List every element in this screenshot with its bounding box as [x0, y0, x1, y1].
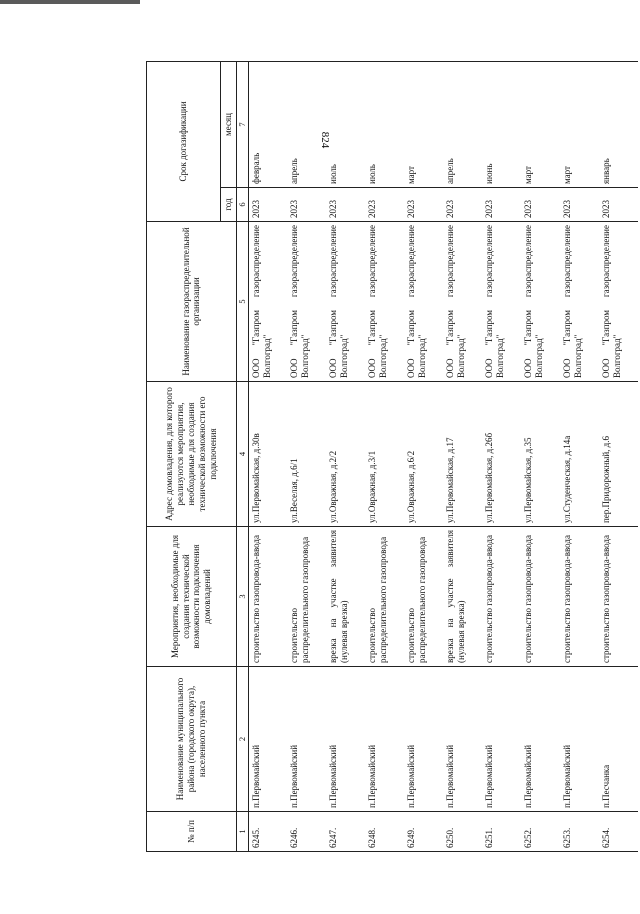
rotated-page — [146, 62, 624, 852]
row-address: ул.Веселая, д.6/1 — [287, 382, 326, 527]
row-district: п.Первомайский — [287, 667, 326, 812]
table-row — [248, 62, 287, 852]
column-number: 4 — [236, 382, 248, 527]
column-number-row — [236, 62, 248, 852]
row-district: п.Первомайский — [521, 667, 560, 812]
row-address: ул.Первомайская, д.17 — [443, 382, 482, 527]
row-address: ул.Овражная, д.2/2 — [326, 382, 365, 527]
row-year: 2023 — [521, 188, 560, 222]
row-address: ул.Овражная, д.6/2 — [404, 382, 443, 527]
row-organization: ООО "Газпром газораспределение Волгоград" — [521, 222, 560, 382]
table-row — [365, 62, 404, 852]
row-number: 6250. — [443, 812, 482, 852]
row-activity: врезка на участке заявителя (нулевая врезка) — [443, 527, 482, 667]
row-activity: строительство распределительного газопровода — [404, 527, 443, 667]
header-month: месяц — [221, 62, 237, 188]
row-district: п.Первомайский — [248, 667, 287, 812]
row-year: 2023 — [248, 188, 287, 222]
row-activity: врезка на участке заявителя (нулевая врезка) — [326, 527, 365, 667]
table-row — [443, 62, 482, 852]
row-organization: ООО "Газпром газораспределение Волгоград" — [248, 222, 287, 382]
row-year: 2023 — [365, 188, 404, 222]
table-row — [404, 62, 443, 852]
table-row — [287, 62, 326, 852]
row-organization: ООО "Газпром газораспределение Волгоград" — [482, 222, 521, 382]
row-month: март — [404, 62, 443, 188]
row-organization: ООО "Газпром газораспределение Волгоград" — [443, 222, 482, 382]
row-address: ул.Овражная, д.3/1 — [365, 382, 404, 527]
row-month: февраль — [248, 62, 287, 188]
row-activity: строительство распределительного газопровода — [287, 527, 326, 667]
row-number: 6248. — [365, 812, 404, 852]
row-organization: ООО "Газпром газораспределение Волгоград" — [326, 222, 365, 382]
row-month: январь — [599, 62, 638, 188]
header-year: год — [221, 188, 237, 222]
table-row — [560, 62, 599, 852]
row-month: март — [521, 62, 560, 188]
row-organization: ООО "Газпром газораспределение Волгоград" — [287, 222, 326, 382]
row-address: пер.Придорожный, д.6 — [599, 382, 638, 527]
row-year: 2023 — [599, 188, 638, 222]
row-district: п.Первомайский — [482, 667, 521, 812]
row-activity: строительство распределительного газопровода — [365, 527, 404, 667]
column-number: 6 — [236, 188, 248, 222]
row-organization: ООО "Газпром газораспределение Волгоград" — [560, 222, 599, 382]
column-number: 5 — [236, 222, 248, 382]
table-row — [326, 62, 365, 852]
row-month: апрель — [443, 62, 482, 188]
column-number: 7 — [236, 62, 248, 188]
row-year: 2023 — [287, 188, 326, 222]
row-number: 6247. — [326, 812, 365, 852]
row-address: ул.Студенческая, д.14а — [560, 382, 599, 527]
row-activity: строительство газопровода-ввода — [599, 527, 638, 667]
row-number: 6253. — [560, 812, 599, 852]
header-deadline: Срок догазификации — [147, 62, 221, 222]
row-year: 2023 — [560, 188, 599, 222]
row-district: п.Первомайский — [443, 667, 482, 812]
row-district: п.Первомайский — [404, 667, 443, 812]
table-row — [482, 62, 521, 852]
row-activity: строительство газопровода-ввода — [248, 527, 287, 667]
scan-edge-strip — [0, 0, 140, 4]
header-no: № п/п — [147, 812, 237, 852]
row-year: 2023 — [443, 188, 482, 222]
row-number: 6252. — [521, 812, 560, 852]
row-year: 2023 — [326, 188, 365, 222]
row-number: 6249. — [404, 812, 443, 852]
row-year: 2023 — [404, 188, 443, 222]
row-month: апрель — [287, 62, 326, 188]
gasification-table — [146, 61, 638, 852]
header-organization: Наименование газораспределительной организации — [147, 222, 237, 382]
row-number: 6251. — [482, 812, 521, 852]
row-district: п.Первомайский — [560, 667, 599, 812]
row-month: июль — [365, 62, 404, 188]
row-organization: ООО "Газпром газораспределение Волгоград" — [404, 222, 443, 382]
row-month: март — [560, 62, 599, 188]
row-activity: строительство газопровода-ввода — [521, 527, 560, 667]
row-month: июль — [326, 62, 365, 188]
header-district: Наименование муниципального района (городского округа), населенного пункта — [147, 667, 237, 812]
row-number: 6245. — [248, 812, 287, 852]
row-organization: ООО "Газпром газораспределение Волгоград" — [599, 222, 638, 382]
row-activity: строительство газопровода-ввода — [560, 527, 599, 667]
page-number: 824 — [319, 131, 331, 149]
row-number: 6246. — [287, 812, 326, 852]
row-month: июнь — [482, 62, 521, 188]
row-number: 6254. — [599, 812, 638, 852]
row-district: п.Песчанка — [599, 667, 638, 812]
table-row — [521, 62, 560, 852]
row-address: ул.Первомайская, д.35 — [521, 382, 560, 527]
row-district: п.Первомайский — [326, 667, 365, 812]
row-organization: ООО "Газпром газораспределение Волгоград" — [365, 222, 404, 382]
table-row — [599, 62, 638, 852]
header-activities: Мероприятия, необходимые для создания технической возможности подключения домовладений — [147, 527, 237, 667]
column-number: 3 — [236, 527, 248, 667]
row-address: ул.Первомайская, д.26б — [482, 382, 521, 527]
row-district: п.Первомайский — [365, 667, 404, 812]
header-address: Адрес домовладения, для которого реализуются мероприятия, необходимые для создания технической возможности его подключения — [147, 382, 237, 527]
row-activity: строительство газопровода-ввода — [482, 527, 521, 667]
column-number: 1 — [236, 812, 248, 852]
column-number: 2 — [236, 667, 248, 812]
row-year: 2023 — [482, 188, 521, 222]
row-address: ул.Первомайская, д.30в — [248, 382, 287, 527]
